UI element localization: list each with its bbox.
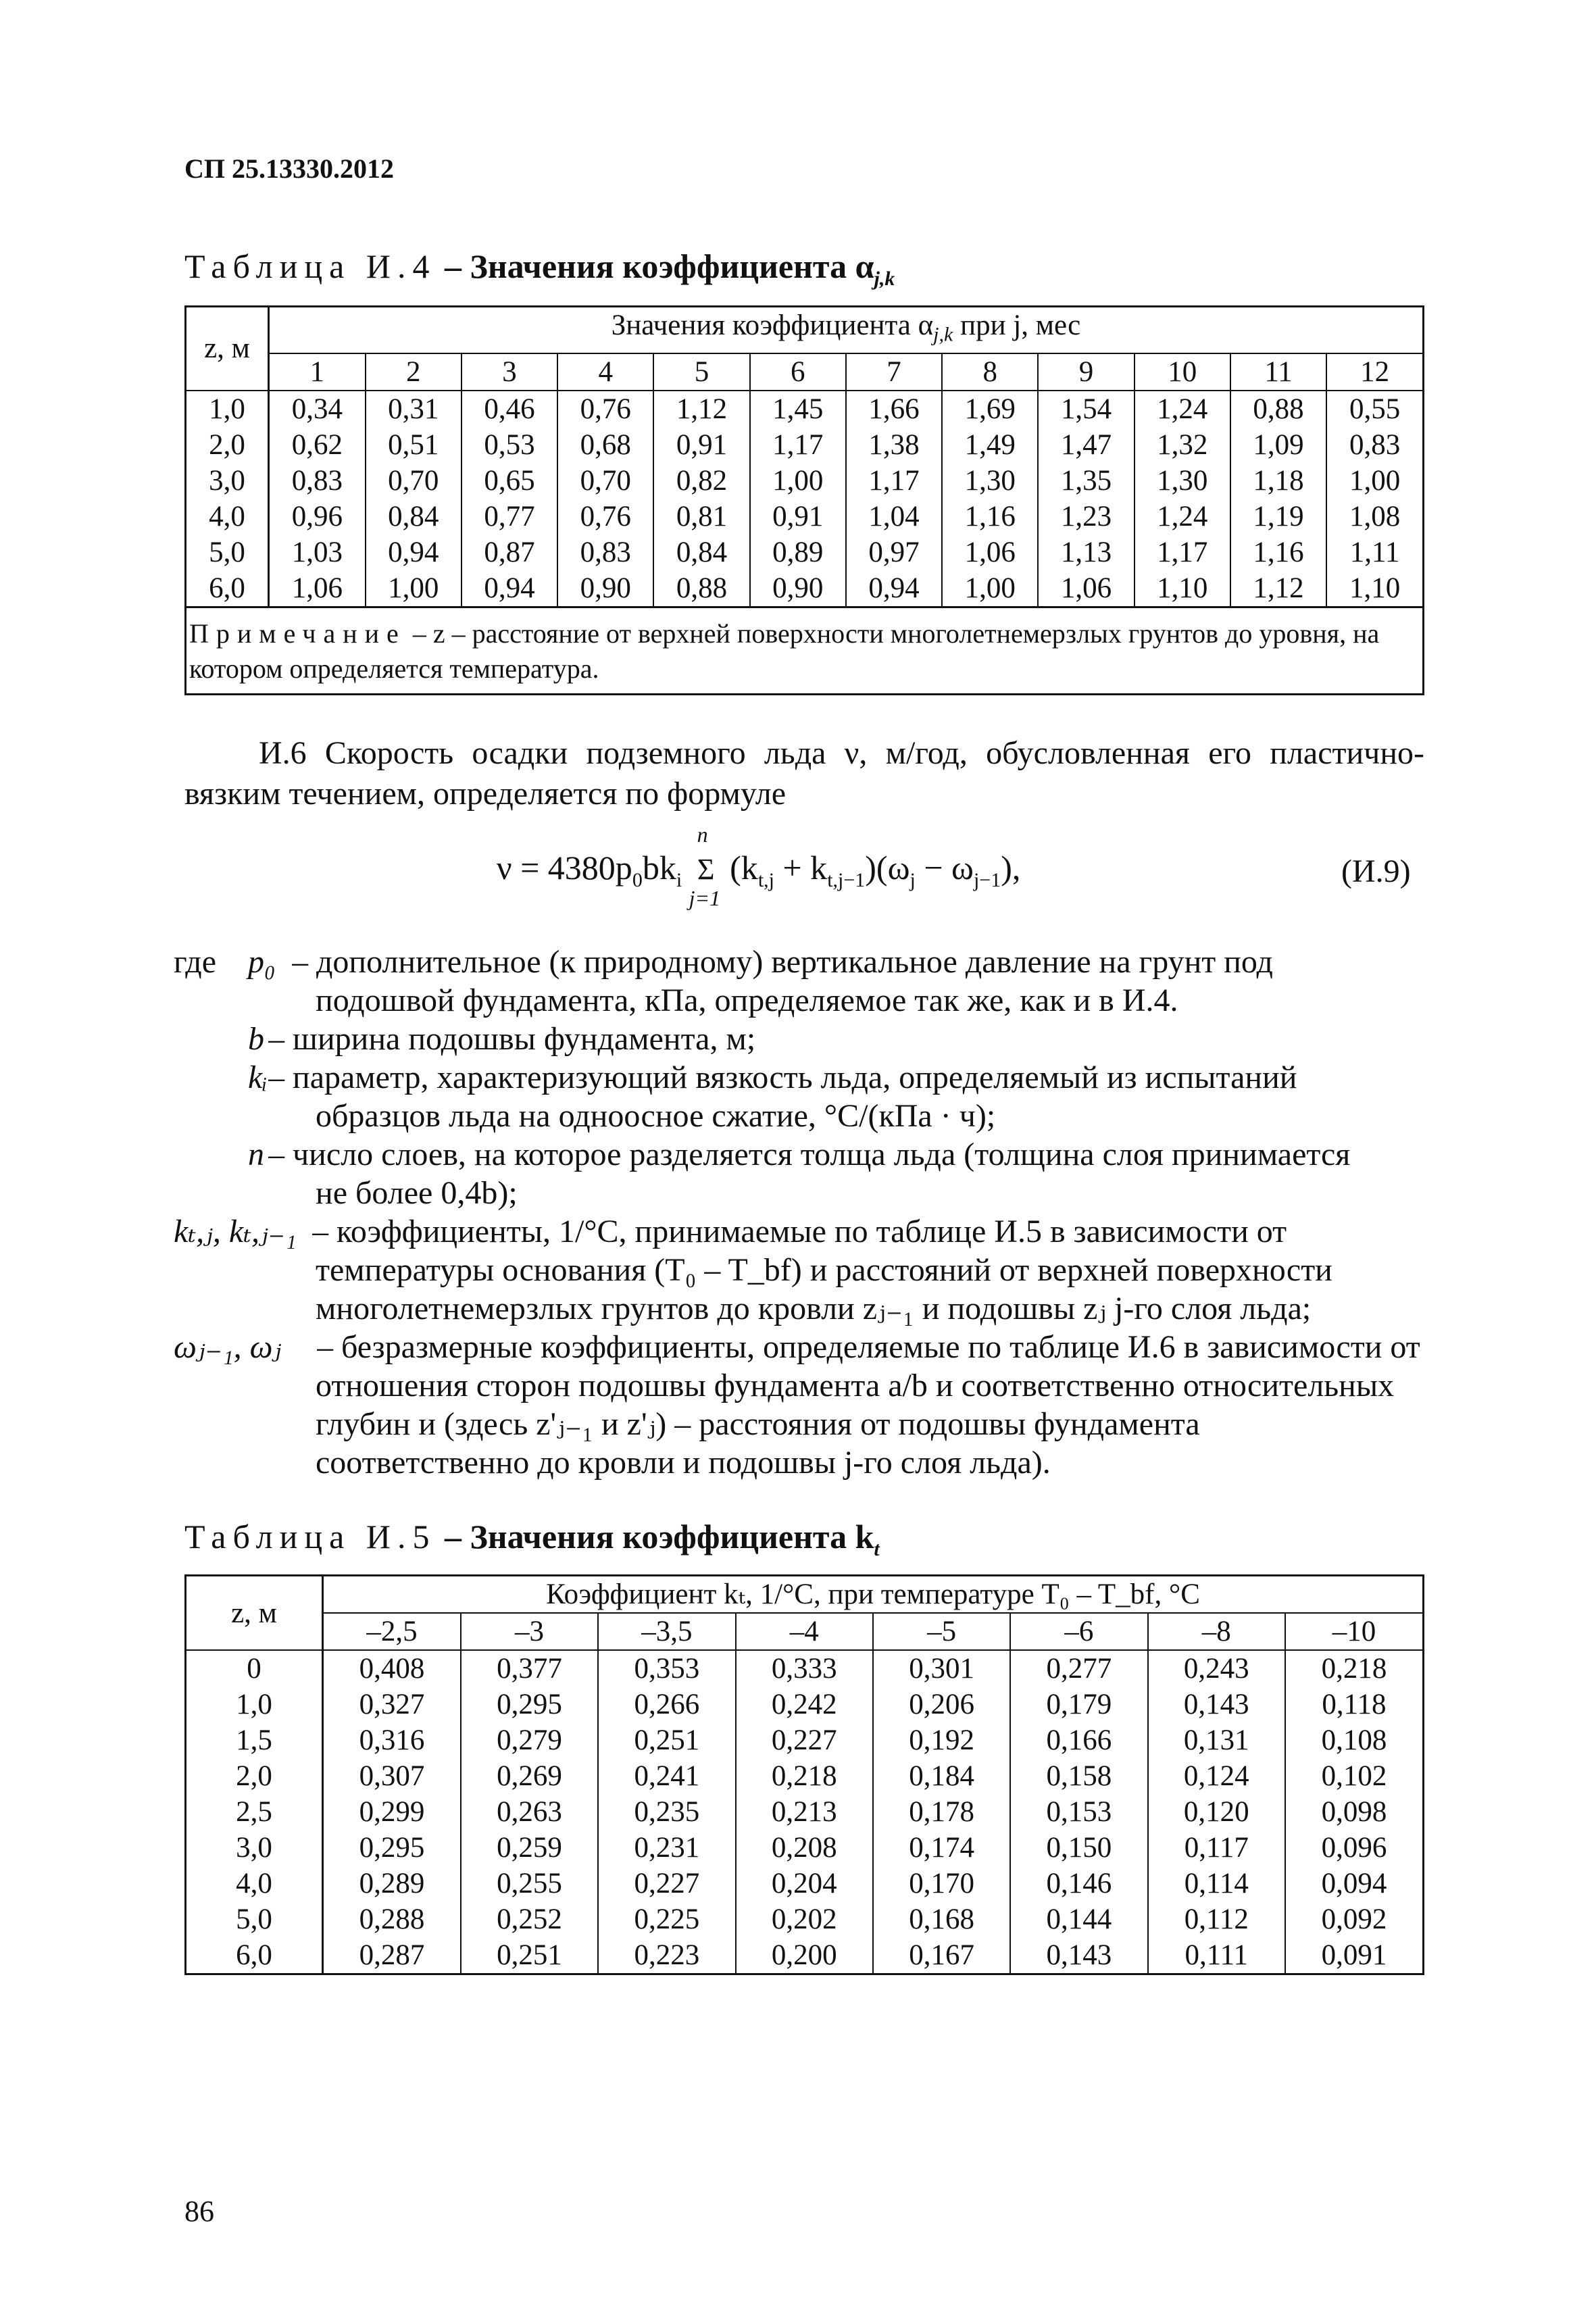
table4-cell: 1,08 xyxy=(1326,499,1423,534)
table5-row xyxy=(186,1722,1424,1758)
table5-cell: 0,377 xyxy=(461,1650,598,1687)
table4-cell: 1,11 xyxy=(1326,534,1423,570)
table4-cell: 1,24 xyxy=(1134,391,1230,427)
table5-group-header: Коэффициент kₜ, 1/°С, при температуре T₀ – T_bf, °С xyxy=(323,1576,1424,1614)
table4-cell: 0,46 xyxy=(462,391,557,427)
table4-z-cell: 3,0 xyxy=(186,463,269,499)
table5-col-header: –5 xyxy=(873,1613,1010,1650)
definition-text: отношения сторон подошвы фундамента a/b и соответственно относительных xyxy=(316,1368,1395,1403)
table5-cell: 0,102 xyxy=(1285,1758,1424,1794)
table4-cell: 1,03 xyxy=(269,534,366,570)
table4-cell: 1,54 xyxy=(1038,391,1134,427)
table5-col-header: –3,5 xyxy=(598,1613,735,1650)
table5-cell: 0,168 xyxy=(873,1901,1010,1937)
table5-z-cell: 5,0 xyxy=(186,1901,323,1937)
table4-cell: 1,00 xyxy=(1326,463,1423,499)
table4-cell: 1,38 xyxy=(846,427,942,463)
table5-cell: 0,266 xyxy=(598,1687,735,1722)
definition-text: температуры основания (T₀ – T_bf) и расстояний от верхней поверхности xyxy=(316,1252,1332,1288)
table4-row xyxy=(186,499,1424,534)
table5-cell: 0,251 xyxy=(598,1722,735,1758)
table5-cell: 0,279 xyxy=(461,1722,598,1758)
table4-cell: 0,83 xyxy=(269,463,366,499)
table5-cell: 0,206 xyxy=(873,1687,1010,1722)
formula-body-3: )(ω xyxy=(865,849,910,887)
formula-number: (И.9) xyxy=(1341,853,1411,889)
table4-row xyxy=(186,391,1424,427)
table4 xyxy=(184,305,1424,695)
table4-cell: 1,30 xyxy=(1134,463,1230,499)
table5-cell: 0,288 xyxy=(323,1901,461,1937)
table4-cell: 1,16 xyxy=(942,499,1038,534)
table5 xyxy=(184,1574,1424,1975)
table5-caption xyxy=(184,1517,880,1561)
table5-cell: 0,096 xyxy=(1285,1830,1424,1866)
table5-row xyxy=(186,1687,1424,1722)
table5-z-cell: 3,0 xyxy=(186,1830,323,1866)
table5-col-header: –2,5 xyxy=(323,1613,461,1650)
definition-symbol: ωⱼ₋₁, ωⱼ xyxy=(174,1329,282,1365)
table4-col-header: 11 xyxy=(1230,353,1326,391)
definition-symbol: kₜ,ⱼ, kₜ,ⱼ₋₁ xyxy=(174,1214,297,1249)
table5-caption-prefix: Таблица И.5 xyxy=(184,1518,437,1555)
table4-cell: 1,16 xyxy=(1230,534,1326,570)
table4-cell: 1,10 xyxy=(1326,570,1423,607)
table5-cell: 0,287 xyxy=(323,1937,461,1974)
table5-caption-title: – Значения коэффициента k xyxy=(436,1518,874,1555)
table4-cell: 0,90 xyxy=(557,570,653,607)
table4-cell: 0,34 xyxy=(269,391,366,427)
table4-cell: 0,94 xyxy=(366,534,462,570)
table5-cell: 0,120 xyxy=(1148,1794,1285,1830)
table5-cell: 0,218 xyxy=(736,1758,873,1794)
table5-cell: 0,108 xyxy=(1285,1722,1424,1758)
table5-row xyxy=(186,1758,1424,1794)
table4-cell: 0,76 xyxy=(557,391,653,427)
table5-z-cell: 1,0 xyxy=(186,1687,323,1722)
table5-col-header: –4 xyxy=(736,1613,873,1650)
definition-text: – дополнительное (к природному) вертикальное давление на грунт под xyxy=(292,944,1273,980)
table5-cell: 0,143 xyxy=(1148,1687,1285,1722)
table4-row xyxy=(186,427,1424,463)
table4-cell: 1,24 xyxy=(1134,499,1230,534)
formula-body-1: (k xyxy=(730,849,758,887)
table4-cell: 1,17 xyxy=(750,427,846,463)
formula-summation xyxy=(689,822,722,910)
definition-text: многолетнемерзлых грунтов до кровли zⱼ₋₁ и подошвы zⱼ j-го слоя льда; xyxy=(316,1291,1312,1326)
table4-group-header-sub: j,k xyxy=(933,323,953,346)
table5-cell: 0,327 xyxy=(323,1687,461,1722)
table4-caption-prefix: Таблица И.4 xyxy=(184,247,437,285)
table4-group-header-suffix: при j, мес xyxy=(953,309,1081,341)
definition-symbol: n xyxy=(248,1137,264,1172)
table4-cell: 0,76 xyxy=(557,499,653,534)
table5-cell: 0,178 xyxy=(873,1794,1010,1830)
table5-z-cell: 4,0 xyxy=(186,1866,323,1901)
table5-caption-sub: t xyxy=(874,1538,880,1560)
table5-cell: 0,124 xyxy=(1148,1758,1285,1794)
table5-cell: 0,333 xyxy=(736,1650,873,1687)
table5-col-header: –8 xyxy=(1148,1613,1285,1650)
table5-cell: 0,091 xyxy=(1285,1937,1424,1974)
table4-cell: 1,13 xyxy=(1038,534,1134,570)
table5-cell: 0,143 xyxy=(1010,1937,1147,1974)
table5-col-header: –6 xyxy=(1010,1613,1147,1650)
table5-cell: 0,289 xyxy=(323,1866,461,1901)
table5-cell: 0,235 xyxy=(598,1794,735,1830)
table5-cell: 0,408 xyxy=(323,1650,461,1687)
table5-cell: 0,213 xyxy=(736,1794,873,1830)
table5-cell: 0,146 xyxy=(1010,1866,1147,1901)
table4-cell: 1,47 xyxy=(1038,427,1134,463)
table5-cell: 0,255 xyxy=(461,1866,598,1901)
table5-col-header: –3 xyxy=(461,1613,598,1650)
table4-z-cell: 2,0 xyxy=(186,427,269,463)
table4-group-header-text: Значения коэффициента α xyxy=(611,309,934,341)
table4-cell: 0,91 xyxy=(750,499,846,534)
table4-cell: 1,17 xyxy=(846,463,942,499)
table4-z-cell: 4,0 xyxy=(186,499,269,534)
table4-cell: 1,06 xyxy=(1038,570,1134,607)
table4-cell: 0,62 xyxy=(269,427,366,463)
table4-col-header: 8 xyxy=(942,353,1038,391)
table4-cell: 1,00 xyxy=(366,570,462,607)
table4-row xyxy=(186,570,1424,607)
table5-z-cell: 0 xyxy=(186,1650,323,1687)
table4-col-header: 12 xyxy=(1326,353,1423,391)
definition-text: глубин и (здесь z'ⱼ₋₁ и z'ⱼ) – расстояния от подошвы фундамента xyxy=(316,1406,1200,1442)
formula-body-4: − ω xyxy=(915,849,974,887)
table4-row xyxy=(186,534,1424,570)
table4-cell: 1,06 xyxy=(942,534,1038,570)
table4-group-header xyxy=(269,307,1424,353)
table5-cell: 0,242 xyxy=(736,1687,873,1722)
table5-cell: 0,167 xyxy=(873,1937,1010,1974)
formula-i9: $\nu = 4380p_0bk_i$ n Σ j=1 $(k_{t,j} + k_{t,j-1})(\omega_j - \omega_{j-1})$, xyxy=(497,822,1021,910)
table5-cell: 0,114 xyxy=(1148,1866,1285,1901)
table5-row xyxy=(186,1650,1424,1687)
definitions xyxy=(174,943,1424,1497)
table4-cell: 0,88 xyxy=(653,570,749,607)
table5-cell: 0,277 xyxy=(1010,1650,1147,1687)
table5-cell: 0,098 xyxy=(1285,1794,1424,1830)
table4-cell: 0,68 xyxy=(557,427,653,463)
formula-lhs: ν = 4380p xyxy=(497,849,632,887)
table4-cell: 1,04 xyxy=(846,499,942,534)
table5-cell: 0,259 xyxy=(461,1830,598,1866)
table4-cell: 0,83 xyxy=(1326,427,1423,463)
table4-cell: 1,12 xyxy=(653,391,749,427)
table4-cell: 0,81 xyxy=(653,499,749,534)
table4-cell: 1,49 xyxy=(942,427,1038,463)
table4-cell: 0,87 xyxy=(462,534,557,570)
table5-cell: 0,243 xyxy=(1148,1650,1285,1687)
table4-cell: 0,77 xyxy=(462,499,557,534)
table5-cell: 0,204 xyxy=(736,1866,873,1901)
table4-cell: 1,35 xyxy=(1038,463,1134,499)
table4-cell: 0,84 xyxy=(366,499,462,534)
table5-z-cell: 2,5 xyxy=(186,1794,323,1830)
definition-text: подошвой фундамента, кПа, определяемое так же, как и в И.4. xyxy=(316,982,1178,1018)
table4-cell: 1,00 xyxy=(942,570,1038,607)
table4-col-header: 4 xyxy=(557,353,653,391)
table4-note-label: Примечание xyxy=(189,618,406,649)
table4-cell: 1,10 xyxy=(1134,570,1230,607)
table5-cell: 0,117 xyxy=(1148,1830,1285,1866)
table5-cell: 0,218 xyxy=(1285,1650,1424,1687)
table4-cell: 1,18 xyxy=(1230,463,1326,499)
table5-cell: 0,118 xyxy=(1285,1687,1424,1722)
formula-sum-sigma: Σ xyxy=(697,853,715,886)
table4-cell: 1,23 xyxy=(1038,499,1134,534)
definition-symbol: p₀ xyxy=(248,944,276,980)
table5-cell: 0,225 xyxy=(598,1901,735,1937)
table5-cell: 0,353 xyxy=(598,1650,735,1687)
table4-z-cell: 1,0 xyxy=(186,391,269,427)
table4-cell: 0,96 xyxy=(269,499,366,534)
definition-text: – безразмерные коэффициенты, определяемые по таблице И.6 в зависимости от xyxy=(317,1329,1420,1365)
table4-col-header: 2 xyxy=(366,353,462,391)
table5-cell: 0,094 xyxy=(1285,1866,1424,1901)
table4-caption-sub: j,k xyxy=(874,268,895,290)
table4-cell: 0,82 xyxy=(653,463,749,499)
table5-cell: 0,301 xyxy=(873,1650,1010,1687)
table5-row xyxy=(186,1830,1424,1866)
table4-col-header: 7 xyxy=(846,353,942,391)
table4-z-cell: 6,0 xyxy=(186,570,269,607)
table4-cell: 1,09 xyxy=(1230,427,1326,463)
table5-cell: 0,202 xyxy=(736,1901,873,1937)
table4-cell: 0,70 xyxy=(557,463,653,499)
table5-cell: 0,252 xyxy=(461,1901,598,1937)
table5-cell: 0,166 xyxy=(1010,1722,1147,1758)
table4-col-header: 5 xyxy=(653,353,749,391)
definition-text: – число слоев, на которое разделяется толща льда (толщина слоя принимается xyxy=(268,1137,1351,1172)
table4-col-header: 9 xyxy=(1038,353,1134,391)
page-number: 86 xyxy=(184,2195,214,2228)
table4-cell: 0,31 xyxy=(366,391,462,427)
table5-row xyxy=(186,1866,1424,1901)
formula-sum-lower: j=1 xyxy=(689,886,721,910)
table4-note-text: – z – расстояние от верхней поверхности многолетнемерзлых грунтов до уровня, на котором определяется температура. xyxy=(189,618,1380,684)
table4-cell: 0,83 xyxy=(557,534,653,570)
table5-cell: 0,227 xyxy=(736,1722,873,1758)
table4-cell: 0,94 xyxy=(846,570,942,607)
table5-z-cell: 2,0 xyxy=(186,1758,323,1794)
table4-row xyxy=(186,463,1424,499)
table4-cell: 0,70 xyxy=(366,463,462,499)
document-code: СП 25.13330.2012 xyxy=(184,153,394,184)
table4-cell: 0,91 xyxy=(653,427,749,463)
table5-cell: 0,223 xyxy=(598,1937,735,1974)
table5-z-cell: 1,5 xyxy=(186,1722,323,1758)
section-paragraph: И.6 Скорость осадки подземного льда ν, м/год, обусловленная его пластично-вязким течением, определяется по формуле xyxy=(184,735,1424,812)
table4-cell: 1,66 xyxy=(846,391,942,427)
definition-text: – ширина подошвы фундамента, м; xyxy=(268,1021,756,1057)
table4-cell: 1,30 xyxy=(942,463,1038,499)
table5-col-header: –10 xyxy=(1285,1613,1424,1650)
table4-col-header: 10 xyxy=(1134,353,1230,391)
table5-cell: 0,316 xyxy=(323,1722,461,1758)
definition-text: не более 0,4b); xyxy=(316,1175,518,1211)
table4-cell: 0,94 xyxy=(462,570,557,607)
definitions-where: где xyxy=(174,944,217,980)
table4-note xyxy=(186,607,1424,694)
table5-cell: 0,208 xyxy=(736,1830,873,1866)
table4-cell: 0,89 xyxy=(750,534,846,570)
table4-cell: 0,53 xyxy=(462,427,557,463)
table5-cell: 0,295 xyxy=(461,1687,598,1722)
definition-text: – параметр, характеризующий вязкость льда, определяемый из испытаний xyxy=(268,1060,1297,1095)
table5-cell: 0,112 xyxy=(1148,1901,1285,1937)
table5-cell: 0,184 xyxy=(873,1758,1010,1794)
table5-cell: 0,251 xyxy=(461,1937,598,1974)
table4-cell: 1,19 xyxy=(1230,499,1326,534)
table5-cell: 0,179 xyxy=(1010,1687,1147,1722)
table4-cell: 1,45 xyxy=(750,391,846,427)
definition-symbol: kᵢ xyxy=(248,1060,268,1095)
table5-row xyxy=(186,1901,1424,1937)
table5-cell: 0,153 xyxy=(1010,1794,1147,1830)
definition-text: соответственно до кровли и подошвы j-го слоя льда). xyxy=(316,1445,1051,1480)
table4-cell: 0,97 xyxy=(846,534,942,570)
table4-cell: 1,32 xyxy=(1134,427,1230,463)
table4-cell: 1,06 xyxy=(269,570,366,607)
definition-symbol: b xyxy=(248,1021,264,1057)
table5-cell: 0,092 xyxy=(1285,1901,1424,1937)
table4-cell: 0,65 xyxy=(462,463,557,499)
table5-row xyxy=(186,1794,1424,1830)
table4-cell: 1,69 xyxy=(942,391,1038,427)
table5-cell: 0,170 xyxy=(873,1866,1010,1901)
table5-cell: 0,295 xyxy=(323,1830,461,1866)
table5-z-header: z, м xyxy=(186,1576,323,1651)
table5-cell: 0,269 xyxy=(461,1758,598,1794)
table4-cell: 1,00 xyxy=(750,463,846,499)
table4-z-header: z, м xyxy=(186,307,269,391)
table5-cell: 0,263 xyxy=(461,1794,598,1830)
table4-cell: 1,12 xyxy=(1230,570,1326,607)
table4-caption xyxy=(184,247,895,291)
table4-col-header: 3 xyxy=(462,353,557,391)
table5-cell: 0,307 xyxy=(323,1758,461,1794)
table4-z-cell: 5,0 xyxy=(186,534,269,570)
formula-body-5: ), xyxy=(1001,849,1021,887)
table5-cell: 0,144 xyxy=(1010,1901,1147,1937)
table4-cell: 1,17 xyxy=(1134,534,1230,570)
definition-text: образцов льда на одноосное сжатие, °С/(кПа · ч); xyxy=(316,1098,996,1134)
table4-cell: 0,90 xyxy=(750,570,846,607)
table4-cell: 0,55 xyxy=(1326,391,1423,427)
formula-factor: bk xyxy=(642,849,676,887)
table4-col-header: 6 xyxy=(750,353,846,391)
table5-cell: 0,158 xyxy=(1010,1758,1147,1794)
table5-z-cell: 6,0 xyxy=(186,1937,323,1974)
table5-cell: 0,150 xyxy=(1010,1830,1147,1866)
table4-cell: 0,84 xyxy=(653,534,749,570)
table4-caption-title: – Значения коэффициента α xyxy=(436,247,874,285)
formula-sum-upper: n xyxy=(697,822,708,847)
table5-cell: 0,231 xyxy=(598,1830,735,1866)
table5-cell: 0,111 xyxy=(1148,1937,1285,1974)
table5-cell: 0,200 xyxy=(736,1937,873,1974)
formula-body-2: + k xyxy=(774,849,828,887)
table4-cell: 0,88 xyxy=(1230,391,1326,427)
table5-cell: 0,227 xyxy=(598,1866,735,1901)
table4-cell: 0,51 xyxy=(366,427,462,463)
table4-col-header: 1 xyxy=(269,353,366,391)
table5-row xyxy=(186,1937,1424,1974)
table5-cell: 0,299 xyxy=(323,1794,461,1830)
table5-cell: 0,131 xyxy=(1148,1722,1285,1758)
table5-cell: 0,192 xyxy=(873,1722,1010,1758)
definition-text: – коэффициенты, 1/°С, принимаемые по таблице И.5 в зависимости от xyxy=(312,1214,1287,1249)
table5-cell: 0,174 xyxy=(873,1830,1010,1866)
table5-cell: 0,241 xyxy=(598,1758,735,1794)
